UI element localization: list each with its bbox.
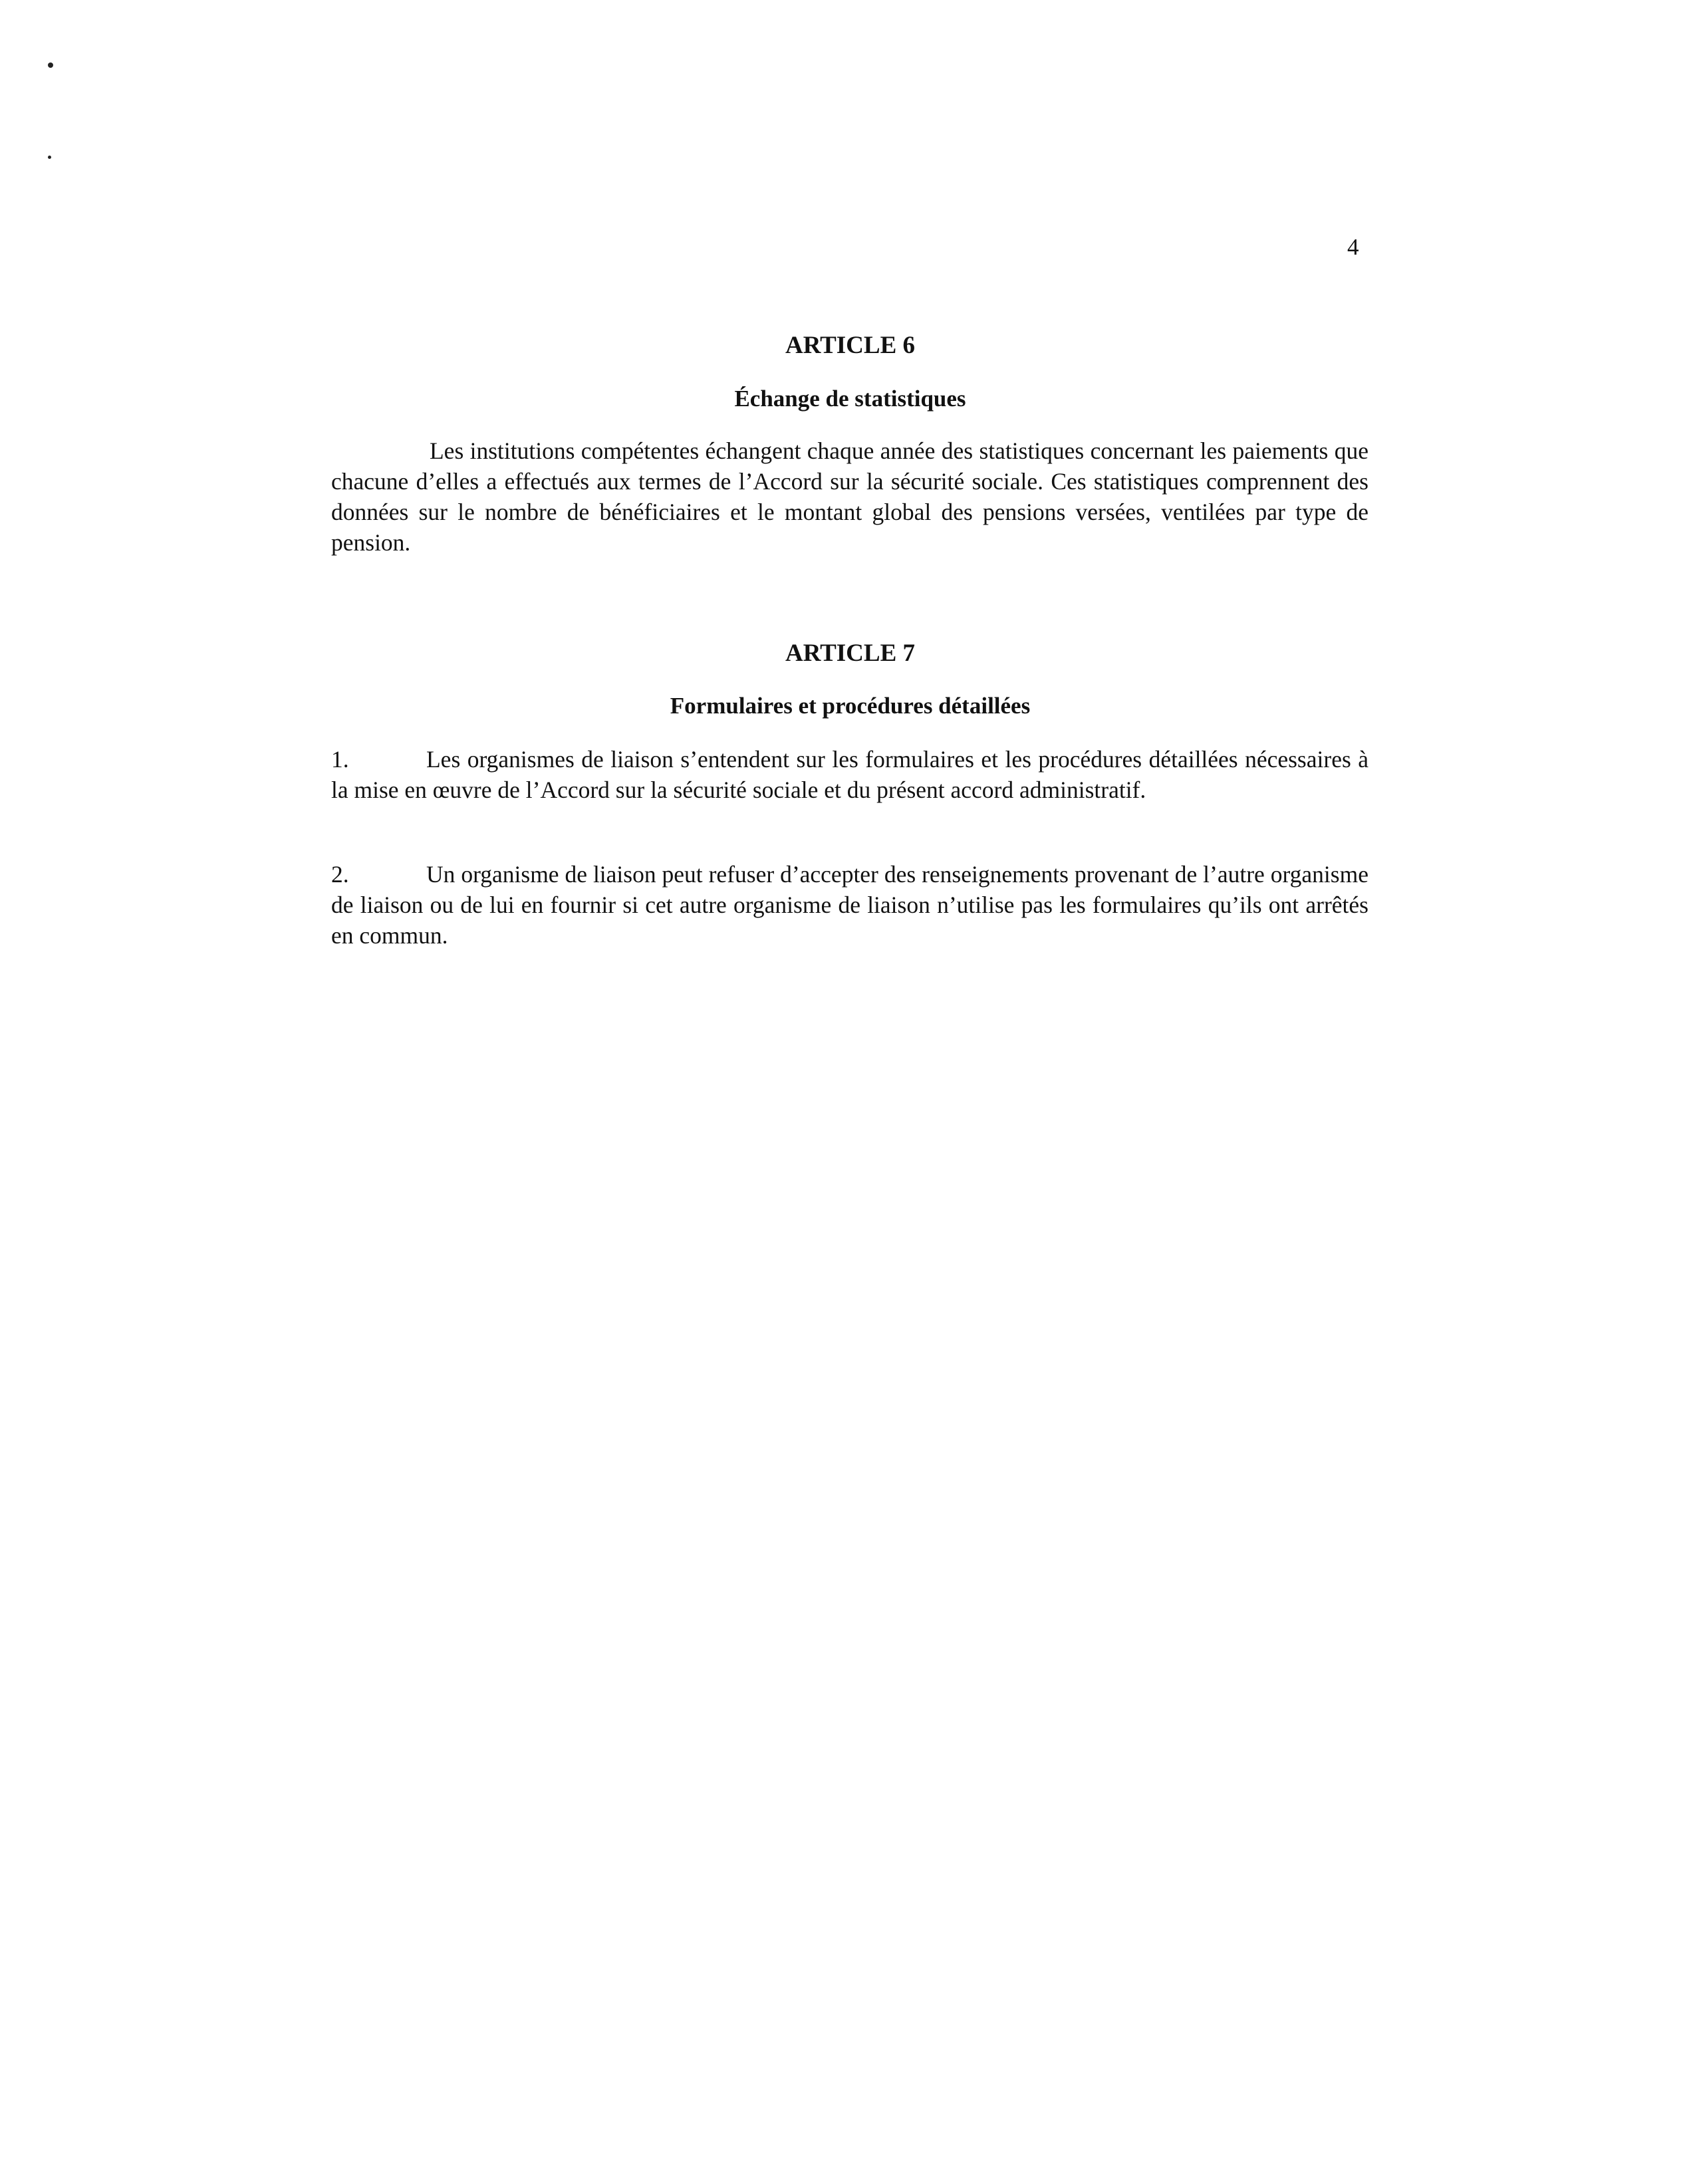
- article-7-item-1: [331, 744, 1368, 805]
- article-7-heading: ARTICLE 7: [785, 640, 916, 667]
- item-text: Un organisme de liaison peut refuser d’accepter des renseignements provenant de l’autre organisme de liaison ou de lui en fournir si cet autre organisme de liaison n’utilise pas les formulaires qu’ils ont arrêtés en commun.: [331, 861, 1368, 949]
- item-number: 1.: [331, 746, 349, 773]
- article-6-paragraph: Les institutions compétentes échangent chaque année des statistiques concernant les paiements que chacune d’elles a effectués aux termes de l’Accord sur la sécurité sociale. Ces statistiques comprennent des données sur le nombre de bénéficiaires et le montant global des pensions versées, ventilées par type de pension.: [331, 437, 1368, 556]
- article-7-title: Formulaires et procédures détaillées: [670, 693, 1031, 719]
- article-7-item-2: [331, 859, 1368, 951]
- article-6-heading: ARTICLE 6: [785, 332, 916, 359]
- item-text: Les organismes de liaison s’entendent sur les formulaires et les procédures détaillées nécessaires à la mise en œuvre de l’Accord sur la sécurité sociale et du présent accord administratif.: [331, 746, 1368, 803]
- item-number: 2.: [331, 861, 349, 888]
- article-6-title: Échange de statistiques: [734, 386, 966, 412]
- page-number: 4: [1347, 234, 1359, 260]
- scan-speck: [48, 62, 53, 68]
- scan-speck: [48, 156, 51, 159]
